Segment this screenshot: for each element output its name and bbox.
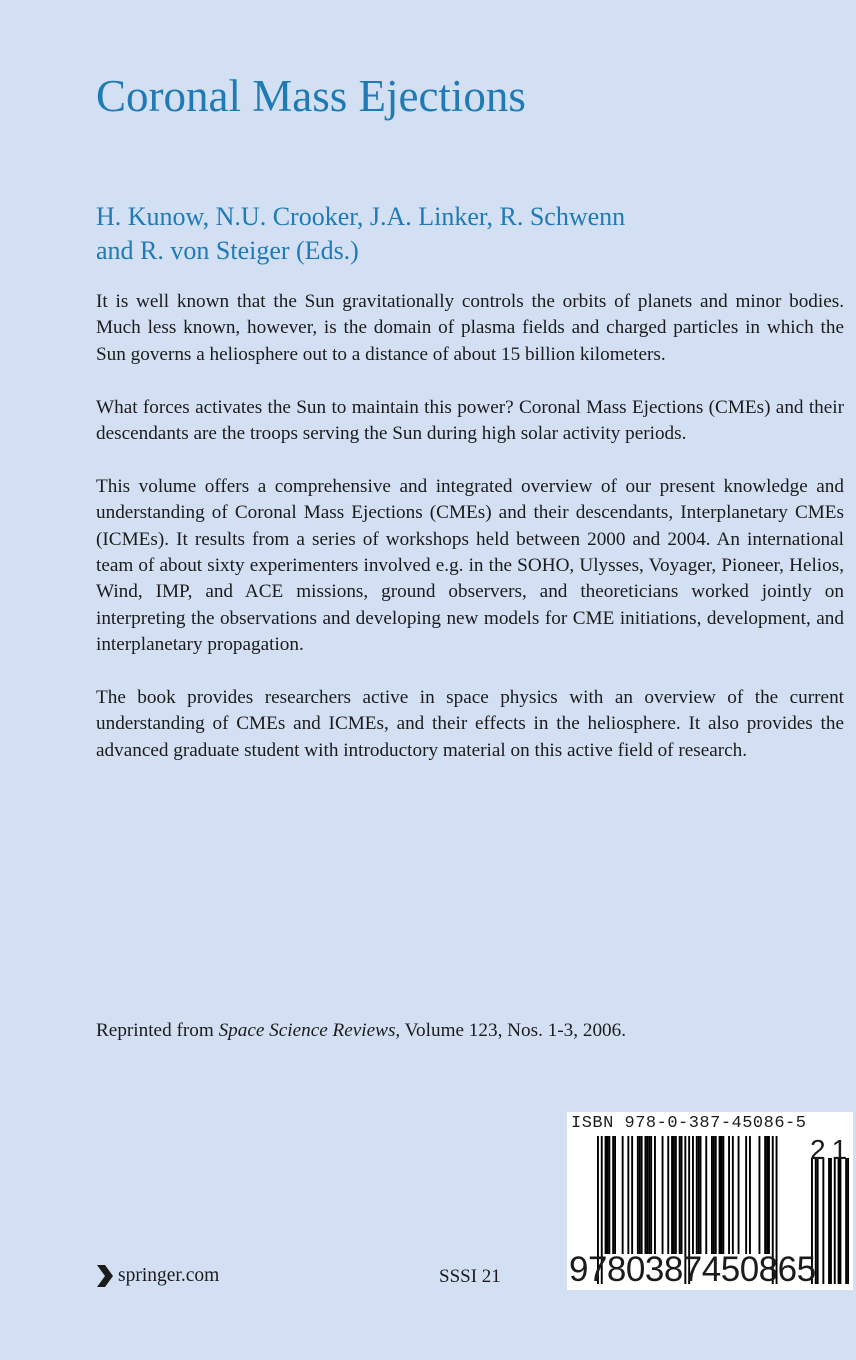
- barcode-bar: [627, 1136, 629, 1254]
- publisher-link[interactable]: [96, 1264, 219, 1288]
- barcode-bar: [646, 1136, 648, 1254]
- blurb: [96, 289, 844, 791]
- barcode-bar: [749, 1136, 751, 1254]
- barcode-bar: [738, 1136, 740, 1254]
- addon-bar: [838, 1158, 840, 1284]
- barcode-bar: [671, 1136, 673, 1254]
- barcode-bar: [648, 1136, 650, 1254]
- reprint-journal: Space Science Reviews: [218, 1020, 396, 1041]
- barcode-bar: [662, 1136, 664, 1254]
- book-title: Coronal Mass Ejections: [96, 71, 526, 121]
- addon-bar: [817, 1158, 819, 1284]
- addon-bar: [834, 1158, 836, 1284]
- barcode-bar: [639, 1136, 641, 1254]
- editors: [96, 200, 625, 268]
- publisher-url[interactable]: springer.com: [118, 1265, 220, 1286]
- blurb-paragraph: It is well known that the Sun gravitationally controls the orbits of planets and minor bodies. Much less known, however, is the domain of plasma fields and charged particles in which the Sun governs a heliosphere out to a distance of about 15 billion kilometers.: [96, 291, 844, 365]
- barcode-bar: [766, 1136, 768, 1254]
- editors-line-2: and R. von Steiger (Eds.): [96, 236, 359, 265]
- barcode-bar: [692, 1136, 694, 1254]
- barcode-bar: [732, 1136, 734, 1254]
- isbn-barcode: [567, 1112, 853, 1290]
- addon-bar: [830, 1158, 832, 1284]
- blurb-paragraph: What forces activates the Sun to maintain this power? Coronal Mass Ejections (CMEs) and their descendants are the troops serving the Sun during high solar activity periods.: [96, 396, 844, 445]
- addon-digits: 21: [810, 1134, 854, 1165]
- barcode-bar: [681, 1136, 683, 1254]
- blurb-paragraph: This volume offers a comprehensive and integrated overview of our present knowledge and understanding of Coronal Mass Ejections (CMEs) and their descendants, Interplanetary CMEs (ICMEs). It results from a series of workshops held between 2000 and 2004. An international team of about sixty experimenters involved e.g. in the SOHO, Ulysses, Voyager, Pioneer, Helios, Wind, IMP, and ACE missions, ground observers, and theoreticians worked jointly on interpreting the observations and developing new models for CME initiations, development, and interplanetary propagation.: [96, 475, 844, 656]
- barcode-bar: [719, 1136, 721, 1254]
- barcode-bar: [711, 1136, 713, 1254]
- barcode-bar: [728, 1136, 730, 1254]
- barcode-bar: [768, 1136, 770, 1254]
- barcode-bar: [645, 1136, 647, 1254]
- barcode-bar: [607, 1136, 609, 1254]
- reprint-suffix: , Volume 123, Nos. 1-3, 2006.: [395, 1020, 627, 1041]
- barcode-bar: [715, 1136, 717, 1254]
- addon-bar: [845, 1158, 847, 1284]
- reprint-note: [96, 1020, 626, 1042]
- addon-bar: [840, 1158, 842, 1284]
- barcode-bar: [631, 1136, 633, 1254]
- barcode-bar: [721, 1136, 723, 1254]
- barcode-bar: [654, 1136, 656, 1254]
- barcode-bar: [637, 1136, 639, 1254]
- barcode-bar: [700, 1136, 702, 1254]
- ean-digits: 9780387450865: [569, 1250, 816, 1289]
- chevron-right-icon: [96, 1264, 114, 1288]
- isbn-label: ISBN 978-0-387-45086-5: [571, 1114, 807, 1133]
- barcode-bar: [641, 1136, 643, 1254]
- barcode-bar: [679, 1136, 681, 1254]
- addon-bar: [847, 1158, 849, 1284]
- reprint-prefix: Reprinted from: [96, 1020, 219, 1041]
- barcode-bar: [745, 1136, 747, 1254]
- barcode-bar: [650, 1136, 652, 1254]
- barcode-bar: [622, 1136, 624, 1254]
- barcode-bar: [759, 1136, 761, 1254]
- series-code: SSSI 21: [439, 1266, 501, 1287]
- barcode-bar: [713, 1136, 715, 1254]
- barcode-bar: [608, 1136, 610, 1254]
- barcode-bar: [764, 1136, 766, 1254]
- barcode-bar: [675, 1136, 677, 1254]
- barcode-bar: [696, 1136, 698, 1254]
- barcode-bar: [722, 1136, 724, 1254]
- addon-bar: [822, 1158, 824, 1284]
- barcode-bar: [698, 1136, 700, 1254]
- blurb-paragraph: The book provides researchers active in space physics with an overview of the current understanding of CMEs and ICMEs, and their effects in the heliosphere. It also provides the advanced graduate student with introductory material on this active field of research.: [96, 687, 844, 761]
- barcode-bar: [614, 1136, 616, 1254]
- addon-bar: [828, 1158, 830, 1284]
- barcode-bar: [705, 1136, 707, 1254]
- editors-line-1: H. Kunow, N.U. Crooker, J.A. Linker, R. Schwenn: [96, 202, 626, 231]
- barcode-bar: [605, 1136, 607, 1254]
- barcode-bar: [673, 1136, 675, 1254]
- barcode-bar: [667, 1136, 669, 1254]
- barcode-bar: [612, 1136, 614, 1254]
